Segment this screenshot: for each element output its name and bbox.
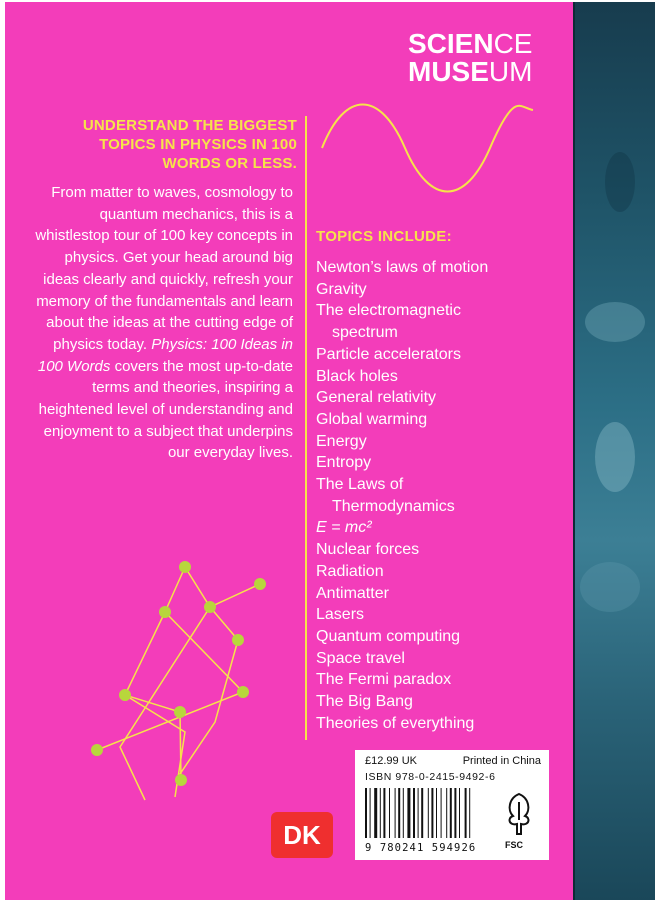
barcode-digits: 9 780241 594926 (365, 842, 477, 854)
topic-item: Particle accelerators (316, 345, 461, 363)
science-museum-logo: SCIENCE MUSEUM (408, 28, 533, 87)
topic-item: The Big Bang (316, 693, 413, 711)
topic-item: Radiation (316, 562, 384, 580)
printed-in-label: Printed in China (462, 755, 541, 767)
topic-item: Nuclear forces (316, 541, 420, 559)
sine-wave-icon (320, 98, 535, 198)
topic-item: The Laws of (316, 476, 404, 494)
topic-item: Quantum computing (316, 627, 461, 645)
topic-item: Entropy (316, 454, 372, 472)
topics-list (316, 257, 488, 734)
fsc-label: FSC (505, 840, 523, 850)
topic-item: E = mc² (316, 519, 372, 537)
topics-title: TOPICS INCLUDE: (316, 228, 452, 245)
fsc-tree-icon (501, 790, 537, 838)
topic-item: Global warming (316, 410, 428, 428)
divider-line (305, 116, 307, 740)
topic-item: spectrum (332, 324, 398, 342)
topic-item: General relativity (316, 389, 437, 407)
spine-image (573, 2, 655, 900)
topic-item: Space travel (316, 649, 405, 667)
back-cover (5, 2, 655, 900)
topic-item: Antimatter (316, 584, 389, 602)
barcode-panel (355, 750, 549, 860)
topic-item: Thermodynamics (332, 497, 455, 515)
topic-item: Newton’s laws of motion (316, 259, 489, 276)
blurb: From matter to waves, cosmology to quantum mechanics, this is a whistlestop tour of 100 key concepts in physics. Get your head around big ideas clearly and quickly, refresh your memory of the fundamentals and learn about the ideas at the cutting edge of physics today. Physics: 100 Ideas in 100 Words covers the most up-to-date terms and theories, inspiring a heightened level of understanding and enjoyment to a subject that underpins our everyday lives. (35, 184, 293, 462)
topic-item: The Fermi paradox (316, 671, 452, 689)
isbn-label: ISBN 978-0-2415-9492-6 (365, 771, 496, 783)
dk-logo: DK (271, 812, 333, 858)
topic-item: Lasers (316, 606, 365, 624)
barcode (365, 788, 490, 840)
constellation-icon (85, 552, 285, 802)
topic-item: The electromagnetic (316, 302, 461, 320)
topic-item: Energy (316, 432, 367, 450)
price-label: £12.99 UK (365, 755, 417, 767)
topic-item: Gravity (316, 280, 367, 298)
headline: UNDERSTAND THE BIGGEST TOPICS IN PHYSICS IN 100 WORDS OR LESS. (82, 117, 297, 172)
topic-item: Black holes (316, 367, 398, 385)
topic-item: Theories of everything (316, 714, 475, 732)
